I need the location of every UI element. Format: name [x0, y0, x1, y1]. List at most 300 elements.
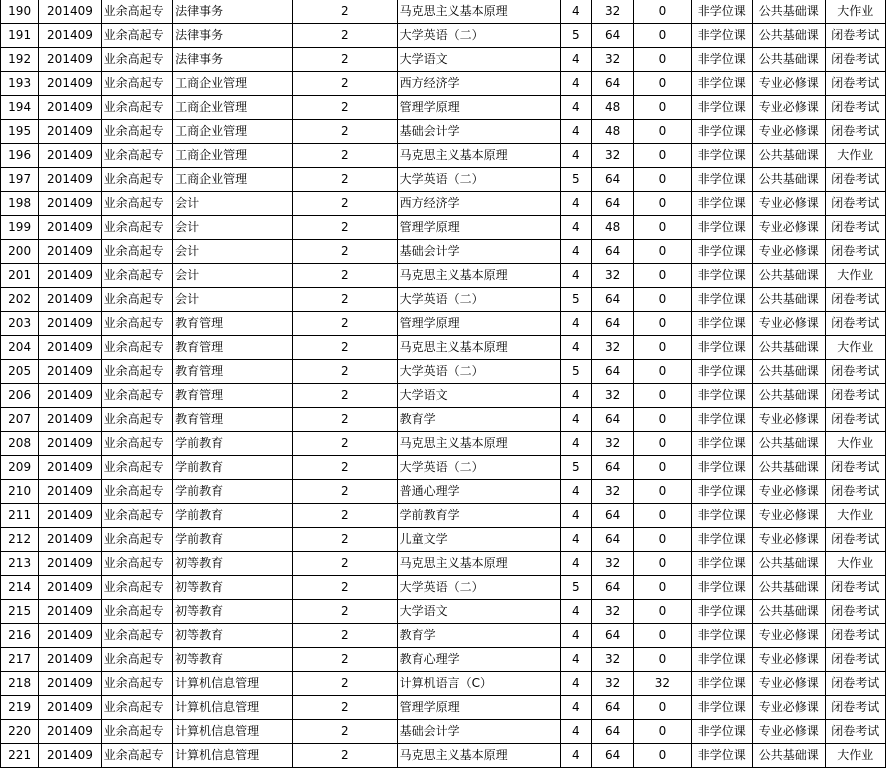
study-mode-cell: 业余高起专 — [101, 312, 172, 336]
class-hours-cell: 64 — [591, 240, 633, 264]
course-category-cell: 专业必修课 — [753, 216, 825, 240]
exam-method-cell: 闭卷考试 — [825, 288, 886, 312]
row-number-cell: 201 — [1, 264, 39, 288]
years-cell: 2 — [292, 504, 397, 528]
study-mode-cell: 业余高起专 — [101, 120, 172, 144]
semester-cell: 201409 — [39, 720, 101, 744]
major-cell: 计算机信息管理 — [173, 672, 293, 696]
degree-type-cell: 非学位课 — [691, 408, 752, 432]
study-mode-cell: 业余高起专 — [101, 552, 172, 576]
years-cell: 2 — [292, 432, 397, 456]
course-category-cell: 专业必修课 — [753, 312, 825, 336]
exam-method-cell: 闭卷考试 — [825, 456, 886, 480]
course-name-cell: 大学英语（二） — [397, 24, 560, 48]
class-hours-cell: 32 — [591, 672, 633, 696]
course-category-cell: 公共基础课 — [753, 168, 825, 192]
row-number-cell: 195 — [1, 120, 39, 144]
course-name-cell: 马克思主义基本原理 — [397, 336, 560, 360]
row-number-cell: 212 — [1, 528, 39, 552]
table-row — [1, 240, 886, 264]
major-cell: 会计 — [173, 216, 293, 240]
credits-cell: 4 — [560, 0, 591, 24]
study-mode-cell: 业余高起专 — [101, 336, 172, 360]
credits-cell: 4 — [560, 744, 591, 768]
credits-cell: 4 — [560, 696, 591, 720]
study-mode-cell: 业余高起专 — [101, 504, 172, 528]
semester-cell: 201409 — [39, 120, 101, 144]
course-category-cell: 专业必修课 — [753, 408, 825, 432]
major-cell: 法律事务 — [173, 0, 293, 24]
class-hours-cell: 32 — [591, 432, 633, 456]
major-cell: 初等教育 — [173, 552, 293, 576]
credits-cell: 4 — [560, 672, 591, 696]
years-cell: 2 — [292, 48, 397, 72]
course-name-cell: 大学语文 — [397, 600, 560, 624]
major-cell: 教育管理 — [173, 336, 293, 360]
years-cell: 2 — [292, 336, 397, 360]
degree-type-cell: 非学位课 — [691, 624, 752, 648]
semester-cell: 201409 — [39, 696, 101, 720]
course-name-cell: 马克思主义基本原理 — [397, 0, 560, 24]
years-cell: 2 — [292, 192, 397, 216]
study-mode-cell: 业余高起专 — [101, 480, 172, 504]
lab-hours-cell: 0 — [634, 312, 691, 336]
lab-hours-cell: 0 — [634, 288, 691, 312]
semester-cell: 201409 — [39, 216, 101, 240]
course-name-cell: 大学英语（二） — [397, 288, 560, 312]
study-mode-cell: 业余高起专 — [101, 288, 172, 312]
lab-hours-cell: 0 — [634, 72, 691, 96]
exam-method-cell: 大作业 — [825, 744, 886, 768]
years-cell: 2 — [292, 96, 397, 120]
exam-method-cell: 闭卷考试 — [825, 576, 886, 600]
course-category-cell: 公共基础课 — [753, 264, 825, 288]
semester-cell: 201409 — [39, 576, 101, 600]
semester-cell: 201409 — [39, 600, 101, 624]
course-name-cell: 教育学 — [397, 624, 560, 648]
course-category-cell: 公共基础课 — [753, 432, 825, 456]
study-mode-cell: 业余高起专 — [101, 192, 172, 216]
degree-type-cell: 非学位课 — [691, 240, 752, 264]
table-row — [1, 744, 886, 768]
degree-type-cell: 非学位课 — [691, 552, 752, 576]
course-category-cell: 公共基础课 — [753, 0, 825, 24]
credits-cell: 4 — [560, 552, 591, 576]
major-cell: 会计 — [173, 288, 293, 312]
years-cell: 2 — [292, 216, 397, 240]
course-name-cell: 大学英语（二） — [397, 168, 560, 192]
degree-type-cell: 非学位课 — [691, 96, 752, 120]
credits-cell: 5 — [560, 360, 591, 384]
course-name-cell: 普通心理学 — [397, 480, 560, 504]
lab-hours-cell: 0 — [634, 456, 691, 480]
degree-type-cell: 非学位课 — [691, 672, 752, 696]
semester-cell: 201409 — [39, 168, 101, 192]
exam-method-cell: 大作业 — [825, 432, 886, 456]
row-number-cell: 194 — [1, 96, 39, 120]
study-mode-cell: 业余高起专 — [101, 672, 172, 696]
course-category-cell: 专业必修课 — [753, 120, 825, 144]
course-name-cell: 大学语文 — [397, 48, 560, 72]
major-cell: 学前教育 — [173, 504, 293, 528]
lab-hours-cell: 0 — [634, 120, 691, 144]
table-row — [1, 216, 886, 240]
course-name-cell: 儿童文学 — [397, 528, 560, 552]
major-cell: 计算机信息管理 — [173, 696, 293, 720]
table-row — [1, 0, 886, 24]
class-hours-cell: 32 — [591, 480, 633, 504]
study-mode-cell: 业余高起专 — [101, 264, 172, 288]
table-row — [1, 624, 886, 648]
major-cell: 会计 — [173, 192, 293, 216]
course-category-cell: 公共基础课 — [753, 144, 825, 168]
years-cell: 2 — [292, 408, 397, 432]
major-cell: 工商企业管理 — [173, 72, 293, 96]
row-number-cell: 198 — [1, 192, 39, 216]
semester-cell: 201409 — [39, 528, 101, 552]
years-cell: 2 — [292, 648, 397, 672]
course-name-cell: 管理学原理 — [397, 216, 560, 240]
major-cell: 学前教育 — [173, 456, 293, 480]
table-row — [1, 168, 886, 192]
degree-type-cell: 非学位课 — [691, 312, 752, 336]
class-hours-cell: 32 — [591, 264, 633, 288]
table-row — [1, 120, 886, 144]
study-mode-cell: 业余高起专 — [101, 624, 172, 648]
row-number-cell: 215 — [1, 600, 39, 624]
course-category-cell: 公共基础课 — [753, 384, 825, 408]
course-name-cell: 大学语文 — [397, 384, 560, 408]
class-hours-cell: 64 — [591, 576, 633, 600]
credits-cell: 5 — [560, 576, 591, 600]
table-row — [1, 456, 886, 480]
credits-cell: 4 — [560, 96, 591, 120]
years-cell: 2 — [292, 72, 397, 96]
course-name-cell: 基础会计学 — [397, 120, 560, 144]
years-cell: 2 — [292, 264, 397, 288]
course-name-cell: 马克思主义基本原理 — [397, 144, 560, 168]
lab-hours-cell: 0 — [634, 384, 691, 408]
lab-hours-cell: 0 — [634, 144, 691, 168]
lab-hours-cell: 0 — [634, 24, 691, 48]
degree-type-cell: 非学位课 — [691, 456, 752, 480]
exam-method-cell: 闭卷考试 — [825, 216, 886, 240]
semester-cell: 201409 — [39, 264, 101, 288]
credits-cell: 4 — [560, 432, 591, 456]
row-number-cell: 206 — [1, 384, 39, 408]
class-hours-cell: 32 — [591, 144, 633, 168]
study-mode-cell: 业余高起专 — [101, 432, 172, 456]
study-mode-cell: 业余高起专 — [101, 408, 172, 432]
study-mode-cell: 业余高起专 — [101, 72, 172, 96]
exam-method-cell: 闭卷考试 — [825, 96, 886, 120]
years-cell: 2 — [292, 360, 397, 384]
course-category-cell: 专业必修课 — [753, 672, 825, 696]
lab-hours-cell: 0 — [634, 0, 691, 24]
row-number-cell: 213 — [1, 552, 39, 576]
course-category-cell: 公共基础课 — [753, 576, 825, 600]
credits-cell: 4 — [560, 504, 591, 528]
row-number-cell: 221 — [1, 744, 39, 768]
lab-hours-cell: 0 — [634, 240, 691, 264]
lab-hours-cell: 0 — [634, 600, 691, 624]
lab-hours-cell: 0 — [634, 264, 691, 288]
table-row — [1, 288, 886, 312]
row-number-cell: 204 — [1, 336, 39, 360]
class-hours-cell: 64 — [591, 360, 633, 384]
lab-hours-cell: 0 — [634, 720, 691, 744]
semester-cell: 201409 — [39, 0, 101, 24]
row-number-cell: 214 — [1, 576, 39, 600]
exam-method-cell: 闭卷考试 — [825, 48, 886, 72]
course-category-cell: 专业必修课 — [753, 720, 825, 744]
exam-method-cell: 闭卷考试 — [825, 384, 886, 408]
credits-cell: 4 — [560, 528, 591, 552]
row-number-cell: 191 — [1, 24, 39, 48]
row-number-cell: 211 — [1, 504, 39, 528]
major-cell: 法律事务 — [173, 24, 293, 48]
course-category-cell: 专业必修课 — [753, 528, 825, 552]
row-number-cell: 210 — [1, 480, 39, 504]
major-cell: 工商企业管理 — [173, 168, 293, 192]
lab-hours-cell: 0 — [634, 432, 691, 456]
table-row — [1, 432, 886, 456]
course-name-cell: 马克思主义基本原理 — [397, 744, 560, 768]
study-mode-cell: 业余高起专 — [101, 144, 172, 168]
credits-cell: 4 — [560, 192, 591, 216]
semester-cell: 201409 — [39, 672, 101, 696]
years-cell: 2 — [292, 24, 397, 48]
class-hours-cell: 32 — [591, 48, 633, 72]
credits-cell: 4 — [560, 600, 591, 624]
class-hours-cell: 64 — [591, 168, 633, 192]
class-hours-cell: 32 — [591, 336, 633, 360]
study-mode-cell: 业余高起专 — [101, 576, 172, 600]
table-row — [1, 144, 886, 168]
study-mode-cell: 业余高起专 — [101, 456, 172, 480]
row-number-cell: 216 — [1, 624, 39, 648]
course-name-cell: 教育心理学 — [397, 648, 560, 672]
semester-cell: 201409 — [39, 480, 101, 504]
credits-cell: 4 — [560, 480, 591, 504]
study-mode-cell: 业余高起专 — [101, 240, 172, 264]
table-row — [1, 528, 886, 552]
semester-cell: 201409 — [39, 288, 101, 312]
row-number-cell: 196 — [1, 144, 39, 168]
table-row — [1, 504, 886, 528]
credits-cell: 4 — [560, 624, 591, 648]
credits-cell: 4 — [560, 408, 591, 432]
exam-method-cell: 闭卷考试 — [825, 192, 886, 216]
exam-method-cell: 闭卷考试 — [825, 696, 886, 720]
semester-cell: 201409 — [39, 552, 101, 576]
exam-method-cell: 闭卷考试 — [825, 24, 886, 48]
credits-cell: 4 — [560, 72, 591, 96]
table-row — [1, 312, 886, 336]
exam-method-cell: 闭卷考试 — [825, 528, 886, 552]
semester-cell: 201409 — [39, 336, 101, 360]
years-cell: 2 — [292, 384, 397, 408]
study-mode-cell: 业余高起专 — [101, 384, 172, 408]
credits-cell: 4 — [560, 120, 591, 144]
study-mode-cell: 业余高起专 — [101, 600, 172, 624]
course-category-cell: 公共基础课 — [753, 456, 825, 480]
row-number-cell: 218 — [1, 672, 39, 696]
course-category-cell: 公共基础课 — [753, 744, 825, 768]
lab-hours-cell: 0 — [634, 744, 691, 768]
major-cell: 教育管理 — [173, 312, 293, 336]
row-number-cell: 190 — [1, 0, 39, 24]
degree-type-cell: 非学位课 — [691, 336, 752, 360]
exam-method-cell: 闭卷考试 — [825, 480, 886, 504]
study-mode-cell: 业余高起专 — [101, 168, 172, 192]
semester-cell: 201409 — [39, 360, 101, 384]
row-number-cell: 217 — [1, 648, 39, 672]
row-number-cell: 192 — [1, 48, 39, 72]
class-hours-cell: 48 — [591, 216, 633, 240]
semester-cell: 201409 — [39, 24, 101, 48]
exam-method-cell: 大作业 — [825, 144, 886, 168]
semester-cell: 201409 — [39, 456, 101, 480]
degree-type-cell: 非学位课 — [691, 120, 752, 144]
course-name-cell: 教育学 — [397, 408, 560, 432]
major-cell: 教育管理 — [173, 408, 293, 432]
table-row — [1, 720, 886, 744]
degree-type-cell: 非学位课 — [691, 744, 752, 768]
degree-type-cell: 非学位课 — [691, 192, 752, 216]
years-cell: 2 — [292, 552, 397, 576]
lab-hours-cell: 0 — [634, 624, 691, 648]
degree-type-cell: 非学位课 — [691, 24, 752, 48]
semester-cell: 201409 — [39, 384, 101, 408]
credits-cell: 5 — [560, 288, 591, 312]
course-name-cell: 马克思主义基本原理 — [397, 432, 560, 456]
course-name-cell: 西方经济学 — [397, 192, 560, 216]
exam-method-cell: 闭卷考试 — [825, 672, 886, 696]
lab-hours-cell: 0 — [634, 480, 691, 504]
exam-method-cell: 闭卷考试 — [825, 72, 886, 96]
study-mode-cell: 业余高起专 — [101, 360, 172, 384]
exam-method-cell: 闭卷考试 — [825, 648, 886, 672]
lab-hours-cell: 0 — [634, 576, 691, 600]
years-cell: 2 — [292, 288, 397, 312]
study-mode-cell: 业余高起专 — [101, 720, 172, 744]
years-cell: 2 — [292, 528, 397, 552]
years-cell: 2 — [292, 144, 397, 168]
semester-cell: 201409 — [39, 192, 101, 216]
semester-cell: 201409 — [39, 312, 101, 336]
course-name-cell: 计算机语言（C） — [397, 672, 560, 696]
years-cell: 2 — [292, 624, 397, 648]
lab-hours-cell: 0 — [634, 696, 691, 720]
degree-type-cell: 非学位课 — [691, 288, 752, 312]
row-number-cell: 208 — [1, 432, 39, 456]
degree-type-cell: 非学位课 — [691, 0, 752, 24]
credits-cell: 4 — [560, 144, 591, 168]
lab-hours-cell: 0 — [634, 192, 691, 216]
exam-method-cell: 大作业 — [825, 552, 886, 576]
table-row — [1, 24, 886, 48]
row-number-cell: 207 — [1, 408, 39, 432]
row-number-cell: 202 — [1, 288, 39, 312]
major-cell: 计算机信息管理 — [173, 744, 293, 768]
semester-cell: 201409 — [39, 48, 101, 72]
class-hours-cell: 64 — [591, 288, 633, 312]
course-category-cell: 公共基础课 — [753, 24, 825, 48]
class-hours-cell: 64 — [591, 192, 633, 216]
course-category-cell: 公共基础课 — [753, 552, 825, 576]
course-category-cell: 专业必修课 — [753, 624, 825, 648]
degree-type-cell: 非学位课 — [691, 528, 752, 552]
years-cell: 2 — [292, 168, 397, 192]
row-number-cell: 200 — [1, 240, 39, 264]
row-number-cell: 209 — [1, 456, 39, 480]
years-cell: 2 — [292, 480, 397, 504]
exam-method-cell: 闭卷考试 — [825, 240, 886, 264]
major-cell: 教育管理 — [173, 360, 293, 384]
major-cell: 初等教育 — [173, 648, 293, 672]
course-category-cell: 专业必修课 — [753, 192, 825, 216]
course-name-cell: 大学英语（二） — [397, 360, 560, 384]
class-hours-cell: 48 — [591, 120, 633, 144]
credits-cell: 4 — [560, 240, 591, 264]
degree-type-cell: 非学位课 — [691, 504, 752, 528]
course-name-cell: 马克思主义基本原理 — [397, 552, 560, 576]
credits-cell: 4 — [560, 720, 591, 744]
years-cell: 2 — [292, 312, 397, 336]
credits-cell: 5 — [560, 168, 591, 192]
table-row — [1, 96, 886, 120]
exam-method-cell: 大作业 — [825, 264, 886, 288]
years-cell: 2 — [292, 744, 397, 768]
degree-type-cell: 非学位课 — [691, 264, 752, 288]
major-cell: 学前教育 — [173, 528, 293, 552]
table-row — [1, 696, 886, 720]
degree-type-cell: 非学位课 — [691, 360, 752, 384]
years-cell: 2 — [292, 576, 397, 600]
major-cell: 会计 — [173, 240, 293, 264]
course-category-cell: 专业必修课 — [753, 72, 825, 96]
degree-type-cell: 非学位课 — [691, 384, 752, 408]
credits-cell: 4 — [560, 648, 591, 672]
class-hours-cell: 32 — [591, 552, 633, 576]
exam-method-cell: 闭卷考试 — [825, 120, 886, 144]
major-cell: 初等教育 — [173, 576, 293, 600]
major-cell: 教育管理 — [173, 384, 293, 408]
credits-cell: 5 — [560, 24, 591, 48]
lab-hours-cell: 0 — [634, 360, 691, 384]
row-number-cell: 197 — [1, 168, 39, 192]
class-hours-cell: 32 — [591, 0, 633, 24]
degree-type-cell: 非学位课 — [691, 600, 752, 624]
major-cell: 工商企业管理 — [173, 144, 293, 168]
study-mode-cell: 业余高起专 — [101, 648, 172, 672]
class-hours-cell: 32 — [591, 600, 633, 624]
credits-cell: 4 — [560, 384, 591, 408]
table-row — [1, 648, 886, 672]
table-row — [1, 480, 886, 504]
class-hours-cell: 32 — [591, 648, 633, 672]
credits-cell: 4 — [560, 264, 591, 288]
years-cell: 2 — [292, 0, 397, 24]
row-number-cell: 220 — [1, 720, 39, 744]
study-mode-cell: 业余高起专 — [101, 696, 172, 720]
degree-type-cell: 非学位课 — [691, 432, 752, 456]
study-mode-cell: 业余高起专 — [101, 0, 172, 24]
major-cell: 学前教育 — [173, 432, 293, 456]
years-cell: 2 — [292, 120, 397, 144]
degree-type-cell: 非学位课 — [691, 480, 752, 504]
